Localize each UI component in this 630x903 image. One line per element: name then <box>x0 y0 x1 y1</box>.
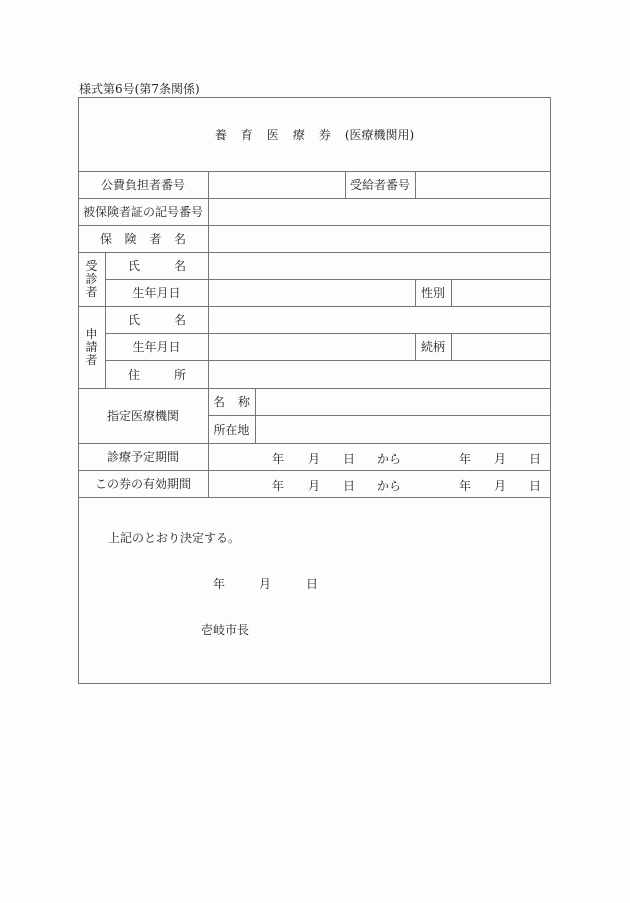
label-char: 名 <box>173 232 186 246</box>
patient-group-label <box>78 252 105 306</box>
form-number-label: 様式第6号(第7条関係) <box>79 82 200 96</box>
patient-birth-field[interactable] <box>209 280 415 306</box>
public-burden-no-label: 公費負担者番号 <box>100 178 185 192</box>
applicant-birth-field[interactable] <box>209 334 415 360</box>
applicant-group-label <box>78 306 105 388</box>
start-year-unit: 年 <box>272 479 285 493</box>
start-day-unit: 日 <box>343 452 356 466</box>
end-day-unit: 日 <box>529 479 542 493</box>
validity-period-label: この券の有効期間 <box>94 477 191 491</box>
designated-institution-label: 指定医療機関 <box>106 409 179 423</box>
from-text: から <box>377 479 402 493</box>
insurer-name-label <box>100 225 186 252</box>
signatory-title: 壱岐市長 <box>201 623 250 637</box>
start-day-unit: 日 <box>343 479 356 493</box>
end-year-unit: 年 <box>459 452 472 466</box>
applicant-name-field[interactable] <box>209 307 551 333</box>
label-char: 氏 <box>128 259 141 273</box>
applicant-birth-label: 生年月日 <box>132 340 181 354</box>
institution-location-label: 所在地 <box>213 422 250 437</box>
title-char: 養 <box>214 127 227 142</box>
patient-birth-label: 生年月日 <box>132 286 181 300</box>
decision-day-unit: 日 <box>306 577 319 591</box>
label-char: 保 <box>100 232 113 246</box>
label-char: 受 <box>85 258 98 273</box>
label-char: 申 <box>85 326 98 341</box>
title-char: 育 <box>240 127 253 142</box>
insurer-name-field[interactable] <box>209 226 551 252</box>
applicant-address-label <box>128 360 186 388</box>
patient-sex-field[interactable] <box>452 280 551 306</box>
applicant-name-label <box>128 306 186 333</box>
insurance-card-no-label: 被保険者証の記号番号 <box>82 205 203 219</box>
treatment-period-field[interactable] <box>209 444 551 470</box>
applicant-relation-label: 続柄 <box>420 340 445 354</box>
applicant-address-field[interactable] <box>209 361 551 388</box>
title-char: 券 <box>318 127 331 142</box>
label-char: 住 <box>128 367 141 382</box>
title-char: 医 <box>266 127 279 142</box>
recipient-no-field[interactable] <box>416 172 551 198</box>
institution-name-label <box>213 388 250 415</box>
label-char: 者 <box>149 232 162 246</box>
end-month-unit: 月 <box>494 452 507 466</box>
insurance-card-no-field[interactable] <box>209 199 551 225</box>
label-char: 名 <box>213 395 226 409</box>
title-suffix: (医療機関用) <box>344 127 415 142</box>
start-month-unit: 月 <box>308 479 321 493</box>
start-year-unit: 年 <box>272 452 285 466</box>
label-char: 所 <box>173 367 186 382</box>
patient-sex-label: 性別 <box>420 286 445 300</box>
recipient-no-label: 受給者番号 <box>349 178 410 192</box>
decision-year-unit: 年 <box>213 577 226 591</box>
label-char: 請 <box>85 339 98 354</box>
public-burden-no-field[interactable] <box>209 172 345 198</box>
institution-name-field[interactable] <box>256 389 551 415</box>
row-divider <box>78 497 551 498</box>
from-text: から <box>377 452 402 466</box>
label-char: 険 <box>124 232 137 246</box>
label-char: 名 <box>173 259 186 273</box>
end-day-unit: 日 <box>529 452 542 466</box>
patient-name-label <box>128 252 186 279</box>
patient-name-field[interactable] <box>209 253 551 279</box>
end-month-unit: 月 <box>494 479 507 493</box>
decision-month-unit: 月 <box>259 577 272 591</box>
label-char: 者 <box>85 284 98 299</box>
applicant-relation-field[interactable] <box>452 334 551 360</box>
label-char: 者 <box>85 352 98 367</box>
title-char: 療 <box>292 127 305 142</box>
treatment-period-label: 診療予定期間 <box>106 450 179 464</box>
document-title <box>78 97 551 171</box>
label-char: 名 <box>173 313 186 327</box>
label-char: 診 <box>85 271 98 286</box>
column-divider <box>105 252 106 388</box>
label-char: 氏 <box>128 313 141 327</box>
start-month-unit: 月 <box>308 452 321 466</box>
end-year-unit: 年 <box>459 479 472 493</box>
decision-text: 上記のとおり決定する。 <box>108 531 241 545</box>
institution-location-field[interactable] <box>256 416 551 443</box>
label-char: 称 <box>237 395 250 409</box>
validity-period-field[interactable] <box>209 471 551 497</box>
